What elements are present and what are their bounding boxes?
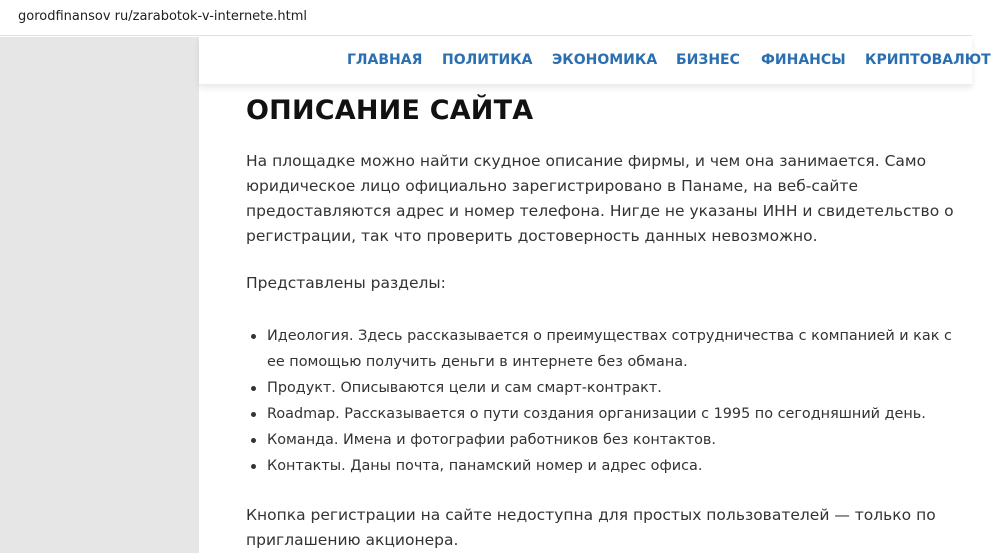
- sections-intro: Представлены разделы:: [246, 274, 446, 292]
- page-content: [199, 37, 991, 553]
- nav-item-home[interactable]: ГЛАВНАЯ: [347, 52, 423, 68]
- bullet-icon: [251, 386, 256, 391]
- url-text: gorodfinansov ru/zarabotok-v-internete.html: [18, 9, 308, 24]
- bullet-icon: [251, 464, 256, 469]
- list-item-text: Команда. Имена и фотографии работников без контактов.: [267, 432, 716, 448]
- nav-item-economics[interactable]: ЭКОНОМИКА: [552, 52, 658, 68]
- address-bar[interactable]: [0, 0, 972, 36]
- list-item: [246, 453, 972, 479]
- list-item-text: Продукт. Описываются цели и сам смарт-контракт.: [267, 380, 662, 396]
- list-item: [246, 323, 972, 375]
- article-paragraph-closing: Кнопка регистрации на сайте недоступна для простых пользователей — только по приглашению акционера.: [246, 506, 936, 549]
- nav-item-politics[interactable]: ПОЛИТИКА: [442, 52, 533, 68]
- nav-item-finance[interactable]: ФИНАНСЫ: [761, 52, 846, 68]
- list-item: [246, 401, 972, 427]
- list-item-text: Roadmap. Рассказывается о пути создания организации с 1995 по сегодняшний день.: [267, 406, 926, 422]
- nav-item-crypto[interactable]: КРИПТОВАЛЮТ: [865, 52, 991, 68]
- bullet-icon: [251, 438, 256, 443]
- bullet-icon: [251, 412, 256, 417]
- article-paragraph: На площадке можно найти скудное описание фирмы, и чем она занимается. Само юридическое лицо официально зарегистрировано в Панаме, на веб-сайте предоставляются адрес и номер телефона. Нигде не указаны ИНН и свидетельство о регистрации, так что проверить достоверность данных невозможно.: [246, 152, 954, 245]
- list-item: [246, 427, 972, 453]
- list-item: [246, 375, 972, 401]
- list-item-text: Идеология. Здесь рассказывается о преимуществах сотрудничества с компанией и как с ее помощью получить деньги в интернете без обмана.: [267, 328, 952, 370]
- article-heading: ОПИСАНИЕ САЙТА: [246, 95, 534, 126]
- sections-list: [246, 323, 972, 479]
- list-item-text: Контакты. Даны почта, панамский номер и адрес офиса.: [267, 458, 703, 474]
- nav-item-business[interactable]: БИЗНЕС: [676, 52, 740, 68]
- left-gutter: [0, 37, 199, 553]
- main-navigation: [199, 37, 991, 85]
- bullet-icon: [251, 334, 256, 339]
